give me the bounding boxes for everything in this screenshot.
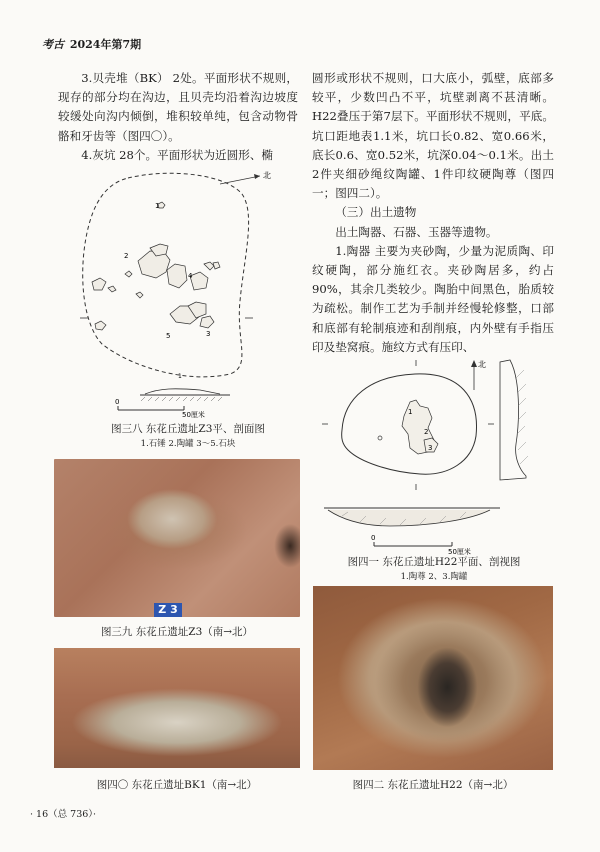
paragraph-h22: 圆形或形状不规则，口大底小，弧壁，底部多较平，少数凹凸不平，坑壁剥离不甚清晰。H22叠压于第7层下。平面形状不规则，平底。坑口距地表1.1米，坑口长0.82、宽0.66米，底长0.6、宽0.52米，坑深0.04～0.1米。出土2件夹细砂绳纹陶罐、1件印纹硬陶尊（图四一；图四二）。 bbox=[312, 71, 554, 201]
pit-outline bbox=[83, 173, 249, 377]
paragraph-ash-pit: 4.灰坑 28个。平面形状为近圆形、椭 bbox=[81, 147, 274, 162]
north-label: 北 bbox=[263, 171, 271, 180]
h22-label-1: 1 bbox=[408, 408, 413, 416]
section-label-1: 1 bbox=[178, 373, 182, 380]
feature-label-2: 2 bbox=[124, 252, 129, 260]
section-heading-artifacts: （三）出土遗物 bbox=[335, 205, 417, 220]
figure-41-drawing bbox=[320, 358, 552, 568]
scale-zero: 0 bbox=[115, 398, 120, 406]
running-header bbox=[42, 36, 141, 52]
feature-label-4: 4 bbox=[188, 272, 193, 280]
paragraph-artifacts-intro: 出土陶器、石器、玉器等遗物。 bbox=[335, 224, 498, 239]
feature-label-1: 1 bbox=[155, 202, 160, 210]
figure-40-caption: 图四〇 东花丘遗址BK1（南→北） bbox=[96, 779, 258, 791]
figure-41-legend: 1.陶尊 2、3.陶罐 bbox=[400, 572, 468, 582]
h22-scale-zero: 0 bbox=[371, 534, 376, 542]
left-column-text bbox=[58, 69, 298, 165]
figure-42-photo bbox=[313, 586, 553, 770]
stone-group bbox=[92, 202, 220, 330]
figure-39-caption: 图三九 东花丘遗址Z3（南→北） bbox=[100, 626, 254, 638]
paragraph-shell-heap: 3.贝壳堆（BK） 2处。平面形状不规则，现存的部分均在沟边，且贝壳均沿着沟边坡度较缓处向沟内倾倒，堆积较单纯，包含动物骨骼和牙齿等（图四〇）。 bbox=[58, 71, 298, 143]
figure-41-title: 图四一 东花丘遗址H22平面、剖视图 bbox=[347, 556, 521, 568]
h22-label-2: 2 bbox=[424, 428, 429, 436]
right-column-text bbox=[312, 69, 554, 357]
paragraph-pottery: 1.陶器 主要为夹砂陶，少量为泥质陶、印纹硬陶，部分施红衣。夹砂陶居多，约占90%，其余几类较少。陶胎中间黑色，胎质较为疏松。制作工艺为手制并经慢轮修整，口部和底部有轮制痕迹和刮削痕，内外壁有手指压印及垫窝痕。施纹方式有压印、 bbox=[312, 243, 554, 354]
h22-north-label: 北 bbox=[478, 360, 486, 369]
figure-38-caption bbox=[68, 422, 308, 452]
feature-label-3: 3 bbox=[206, 330, 211, 338]
h22-scale-fifty: 50厘米 bbox=[448, 548, 471, 556]
figure-38-drawing bbox=[70, 166, 300, 418]
photo-tag-z3: Z 3 bbox=[154, 603, 182, 617]
figure-42-caption: 图四二 东花丘遗址H22（南→北） bbox=[352, 779, 514, 791]
page-number: · 16（总 736）· bbox=[30, 809, 97, 820]
journal-logo: 考古 bbox=[42, 38, 64, 51]
figure-41-caption bbox=[318, 555, 550, 585]
issue-label: 2024年第7期 bbox=[69, 38, 142, 51]
figure-38-title: 图三八 东花丘遗址Z3平、剖面图 bbox=[111, 423, 265, 435]
figure-38-legend: 1.石锤 2.陶罐 3～5.石块 bbox=[140, 439, 236, 449]
feature-label-5: 5 bbox=[166, 332, 171, 340]
scale-fifty: 50厘米 bbox=[182, 411, 205, 418]
figure-39-photo bbox=[54, 459, 300, 617]
h22-label-3: 3 bbox=[428, 444, 433, 452]
figure-40-photo bbox=[54, 648, 300, 768]
